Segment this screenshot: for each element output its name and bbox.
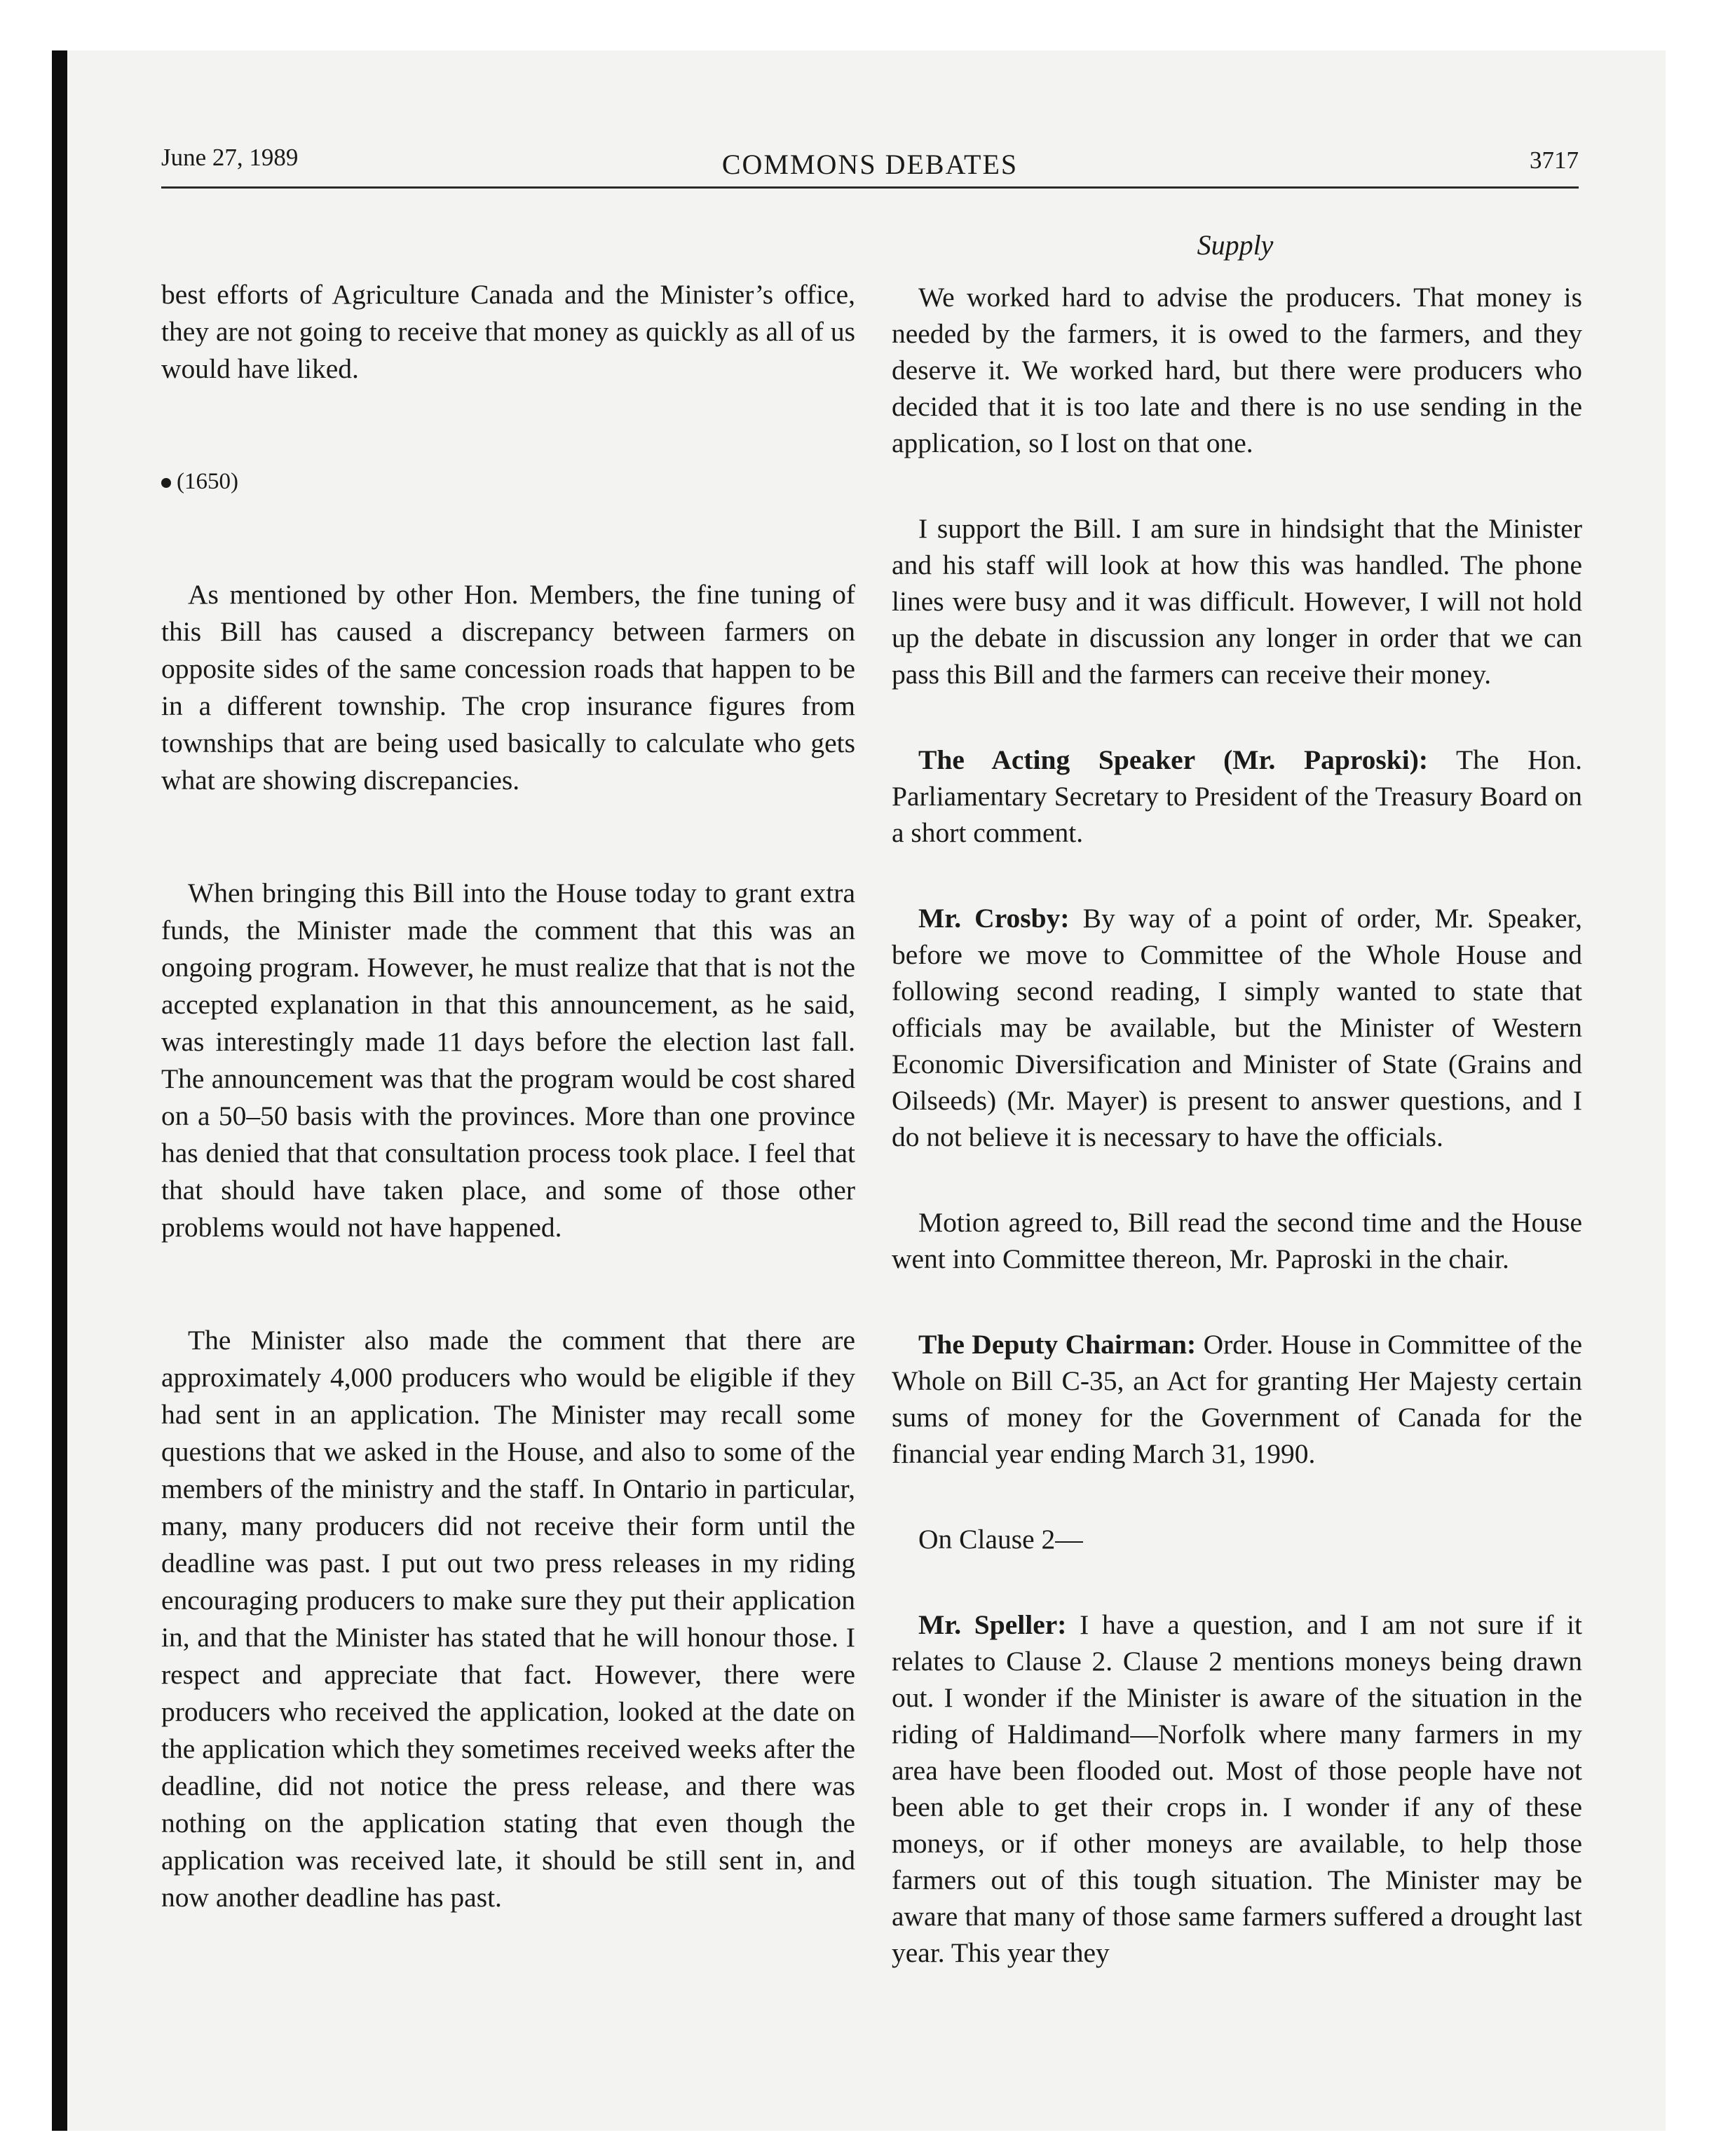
paragraph: When bringing this Bill into the House today to grant extra funds, the Minister made the comment that this was an ongoing program. However, he must realize that that is not the accepted explanation in that this announcement, as he said, was interestingly made 11 days before the election last fall. The announcement was that the program would be cost shared on a 50–50 basis with the provinces. More than one province has denied that that consultation process took place. I feel that that should have taken place, and some of those other problems would not have happened. [161,878,855,1243]
header-rule [161,186,1579,189]
paragraph [892,1326,1582,1472]
running-head: Supply [1197,229,1274,261]
paragraph: I support the Bill. I am sure in hindsight that the Minister and his staff will look at how this was handled. The phone lines were busy and it was difficult. However, I will not hold up the debate in discussion any longer in order that we can pass this Bill and the farmers can receive their money. [892,513,1582,690]
header-date: June 27, 1989 [161,144,299,171]
scan-edge-bar [52,50,67,2131]
speaker-name: The Acting Speaker (Mr. Paproski): [918,744,1429,775]
speech-text: Order. House in Committee of the Whole on Bill C-35, an Act for granting Her Majesty certain sums of money for the Government of Canada for the financial year ending March 31, 1990. [892,1329,1582,1469]
paragraph: We worked hard to advise the producers. That money is needed by the farmers, it is owed to the farmers, and they deserve it. We worked hard, but there were producers who decided that it is too late and there is no use sending in the application, so I lost on that one. [892,282,1582,458]
page-number: 3717 [1530,146,1579,174]
paragraph: As mentioned by other Hon. Members, the fine tuning of this Bill has caused a discrepancy between farmers on opposite sides of the same concession roads that happen to be in a different township. The crop insurance figures from townships that are being used basically to calculate who gets what are showing discrepancies. [161,579,855,796]
time-marker-text: (1650) [177,469,238,494]
speaker-name: The Deputy Chairman: [918,1329,1197,1360]
paragraph [892,1606,1582,1971]
speech-text: The Hon. Parliamentary Secretary to President of the Treasury Board on a short comment. [892,744,1582,848]
right-column [892,279,1582,1971]
speech-text: I have a question, and I am not sure if it relates to Clause 2. Clause 2 mentions moneys being drawn out. I wonder if the Minister is aware of the situation in the riding of Haldimand—Norfolk where many farmers in my area have been flooded out. Most of those people have not been able to get their crops in. I wonder if any of these moneys, or if other moneys are available, to help those farmers out of this tough situation. The Minister may be aware that many of those same farmers suffered a drought last year. This year they [892,1609,1583,1968]
paragraph: best efforts of Agriculture Canada and the Minister’s office, they are not going to receive that money as quickly as all of us would have liked. [161,279,855,384]
left-column [161,276,855,1916]
paragraph: On Clause 2— [918,1524,1083,1555]
paragraph [892,742,1582,851]
page-header [161,144,1579,186]
paragraph: Motion agreed to, Bill read the second time and the House went into Committee thereon, Mr. Paproski in the chair. [892,1207,1582,1274]
bullet-icon [161,478,171,488]
header-title: COMMONS DEBATES [721,149,1019,180]
speaker-name: Mr. Speller: [918,1609,1067,1640]
time-marker [161,463,855,500]
speech-text: By way of a point of order, Mr. Speaker, before we move to Committee of the Whole House and following second reading, I simply wanted to state that officials may be available, but the Minister of Western Economic Diversification and Minister of State (Grains and Oilseeds) (Mr. Mayer) is present to answer questions, and I do not believe it is necessary to have the officials. [892,903,1583,1152]
paragraph: The Minister also made the comment that there are approximately 4,000 producers who would be eligible if they had sent in an application. The Minister may recall some questions that we asked in the House, and also to some of the members of the ministry and the staff. In Ontario in particular, many, many producers did not receive their form until the deadline was past. I put out two press releases in my riding encouraging producers to make sure they put their application in, and that the Minister has stated that he will honour those. I respect and appreciate that fact. However, there were producers who received the application, looked at the date on the application which they sometimes received weeks after the deadline, did not notice the press release, and there was nothing on the application stating that even though the application was received late, it should be still sent in, and now another deadline has past. [161,1325,855,1913]
paragraph [892,900,1582,1155]
speaker-name: Mr. Crosby: [918,903,1070,934]
